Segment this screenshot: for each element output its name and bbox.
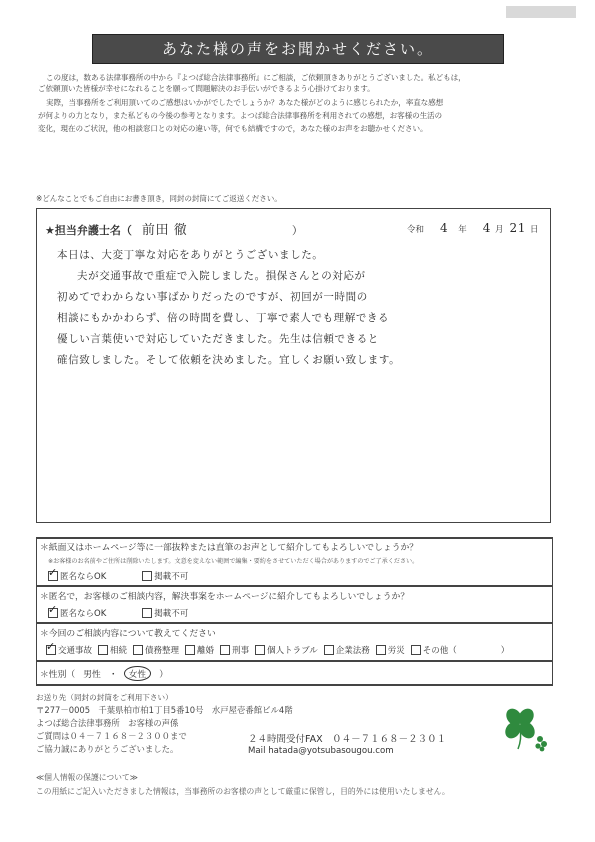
q2-anonymous-checkbox[interactable]	[48, 608, 58, 618]
q3-checkbox[interactable]	[220, 645, 230, 655]
intro-note: ※どんなことでもご自由にお書き頂き，同封の封筒にてご返送ください。	[36, 194, 282, 203]
lawyer-label: ★担当弁護士名（	[45, 224, 132, 237]
date-month-unit: 月	[495, 225, 504, 235]
q1-note: ※お客様のお名前やご住所は削除いたします。文意を変えない範囲で編集・要約をさせていただく場合がありますのでご了承ください。	[48, 558, 419, 565]
page-title: あなた様の声をお聞かせください。	[161, 40, 434, 58]
q3-option-divorce[interactable]	[185, 644, 214, 656]
clover-icon	[496, 705, 552, 755]
privacy-text: この用紙にご記入いただきました情報は，当事務所のお客様の声として厳重に保管し，目的外には使用いたしません。	[36, 787, 450, 796]
questions-bottom-rule	[36, 684, 553, 686]
gender-male[interactable]: 男性	[83, 670, 101, 680]
q3-option-debt[interactable]	[133, 644, 179, 656]
intro-p2-line2: が何よりの力となり，また私どもの今後の参考となります。よつば総合法律事務所を利用されての感想，お客様の生活の	[38, 111, 443, 120]
q1-anonymous-checkbox[interactable]	[48, 571, 58, 581]
title-band	[92, 34, 504, 64]
redacted-mark	[506, 6, 576, 18]
q1-no-publish-checkbox[interactable]	[142, 571, 152, 581]
date-day-unit: 日	[530, 225, 539, 235]
q3-top-rule	[36, 622, 553, 624]
q3-checkbox[interactable]	[324, 645, 334, 655]
address-line: 〒277－0005 千葉県柏市柏1丁目5番10号 水戸屋壱番館ビル4階	[36, 705, 293, 715]
q3-checkbox[interactable]	[376, 645, 386, 655]
date-year-unit: 年	[458, 225, 467, 235]
gender-separator: ・	[108, 670, 118, 680]
q3-checkbox[interactable]	[411, 645, 421, 655]
intro-p1-line2: ご依頼頂いた皆様が幸せになれることを願って問題解決のお手伝いができるよう心掛けております。	[38, 84, 375, 93]
gender-close: ）	[159, 670, 169, 680]
comment-line: 夫が交通事故で重症で入院しました。損保さんとの対応が	[77, 270, 366, 282]
q3-option-label: 相続	[110, 646, 128, 656]
q3-option-personal[interactable]	[255, 644, 318, 656]
address-line: よつば総合法律事務所 お客様の声係	[36, 718, 179, 728]
q3-option-label: その他（	[422, 646, 457, 656]
intro-p1-line1: この度は，数ある法律事務所の中から『よつば総合法律事務所』にご相談，ご依頼頂きありがとうございました。私どもは，	[46, 73, 466, 82]
fax-number: ２４時間受付FAX ０４－７１６８－２３０１	[248, 734, 447, 745]
date-year[interactable]: 4	[440, 221, 449, 235]
date-day[interactable]: 21	[509, 221, 527, 235]
q3-option-labor[interactable]	[376, 644, 405, 656]
q3-checkbox[interactable]	[255, 645, 265, 655]
q3-option-label: 刑事	[232, 646, 250, 656]
q1-options	[48, 570, 194, 582]
handwritten-comment[interactable]	[57, 247, 537, 373]
comment-line: 優しい言葉使いで対応していただきました。先生は信頼できると	[57, 333, 379, 345]
q3-option-inheritance[interactable]	[98, 644, 127, 656]
send-to: お送り先（同封の封筒をご利用下さい）	[36, 693, 173, 702]
lawyer-close: ）	[291, 224, 303, 237]
q2-option-label: 掲載不可	[154, 609, 189, 619]
q3-option-label: 交通事故	[58, 646, 93, 656]
q3-option-traffic[interactable]	[46, 644, 92, 656]
inquiry-phone: ご質問は０４－７１６８－２３００まで	[36, 731, 187, 741]
q3-option-label: 企業法務	[335, 646, 370, 656]
q3-option-label: 個人トラブル	[267, 646, 318, 656]
privacy-title: ≪個人情報の保護について≫	[36, 773, 138, 782]
q3-checkbox[interactable]	[185, 645, 195, 655]
q1-top-rule	[36, 537, 553, 539]
comment-line: 本日は、大変丁寧な対応をありがとうございました。	[57, 249, 324, 261]
q2-option-anonymous[interactable]	[48, 607, 106, 619]
gender-row	[40, 666, 168, 681]
date-row	[407, 221, 539, 235]
q2-top-rule	[36, 585, 553, 587]
date-month[interactable]: 4	[482, 221, 492, 235]
q3-question: ＊今回のご相談内容について教えてください	[40, 629, 216, 639]
q3-checkbox[interactable]	[133, 645, 143, 655]
mail-address: Mail hatada@yotsubasougou.com	[248, 746, 394, 756]
q1-question: ＊紙面又はホームページ等に一部抜粋または直筆のお声として紹介してもよろしいでしょうか？	[40, 543, 419, 553]
q2-options	[48, 607, 194, 619]
q1-option-anonymous[interactable]	[48, 570, 106, 582]
q2-question: ＊匿名で，お客様のご相談内容，解決事案をホームページに紹介してもよろしいでしょうか？	[40, 592, 410, 602]
q3-option-corporate[interactable]	[324, 644, 370, 656]
q1-option-label: 匿名ならOK	[60, 572, 107, 582]
q3-checkbox[interactable]	[98, 645, 108, 655]
gender-top-rule	[36, 660, 553, 662]
comment-line: 初めてでわからない事ばかりだったのですが、初回が一時間の	[57, 291, 368, 303]
lawyer-name[interactable]: 前田 徹	[141, 223, 188, 238]
q3-options	[46, 644, 515, 656]
q3-option-criminal[interactable]	[220, 644, 249, 656]
q3-other-close: ）	[500, 646, 510, 656]
q3-option-label: 債務整理	[145, 646, 180, 656]
q2-no-publish-checkbox[interactable]	[142, 608, 152, 618]
q3-option-label: 離婚	[197, 646, 215, 656]
gender-female[interactable]: 女性	[124, 666, 152, 681]
comment-line: 確信致しました。そして依頼を決めました。宜しくお願い致します。	[57, 354, 401, 366]
q3-checkbox[interactable]	[46, 645, 56, 655]
intro-text	[38, 72, 558, 134]
q1-option-label: 掲載不可	[154, 572, 189, 582]
q1-option-no-publish[interactable]	[142, 570, 188, 582]
date-era: 令和	[407, 225, 425, 235]
q2-option-no-publish[interactable]	[142, 607, 188, 619]
comment-line: 相談にもかかわらず、倍の時間を費し、丁寧で素人でも理解できる	[57, 312, 390, 324]
q3-option-label: 労災	[387, 646, 405, 656]
lawyer-row	[45, 219, 303, 238]
intro-p2-line3: 変化，現在のご状況，他の相談窓口との対応の違い等，何でも結構ですので，あなた様のお声をお聴かせください。	[38, 124, 428, 133]
comment-box	[36, 208, 551, 523]
q3-option-other[interactable]	[411, 644, 510, 656]
intro-p2-line1: 実際，当事務所をご利用頂いてのご感想はいかがでしたでしょうか？あなた様がどのように感じられたか，率直な感想	[46, 98, 444, 107]
q2-option-label: 匿名ならOK	[60, 609, 107, 619]
gender-label: ＊性別（	[40, 670, 76, 680]
thanks-text: ご協力誠にありがとうございました。	[36, 744, 179, 754]
